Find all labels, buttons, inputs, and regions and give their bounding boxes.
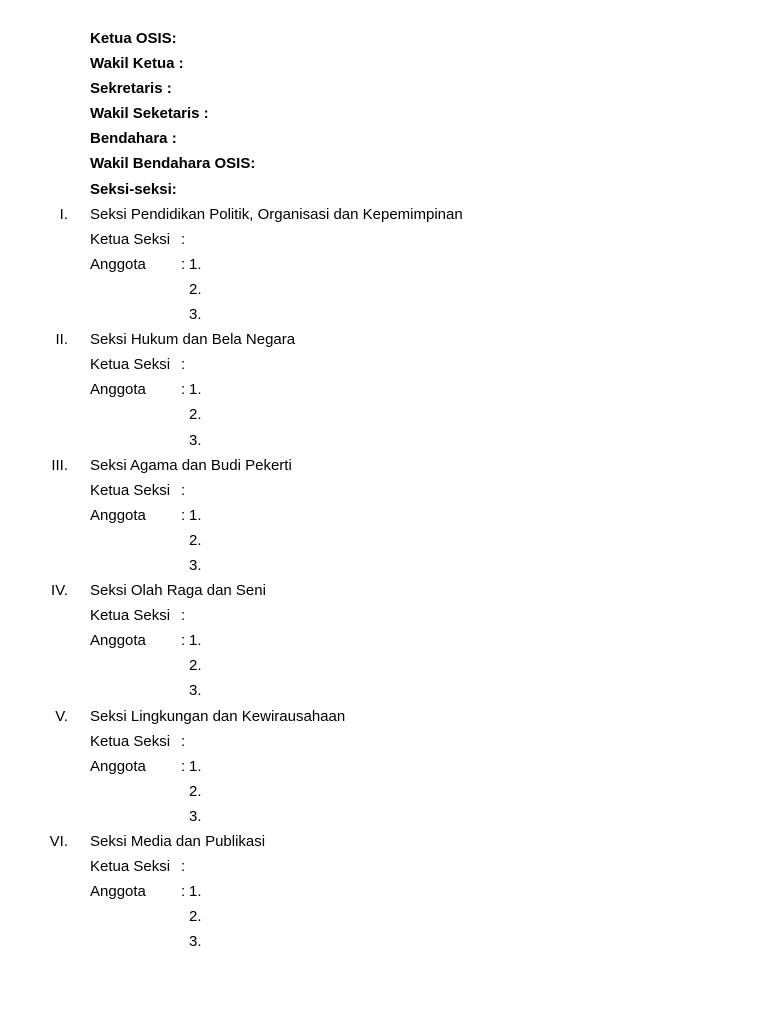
ketua-seksi-line [0,856,768,881]
anggota-number-2: 2. [189,657,202,675]
seksi-roman-numeral: V. [55,707,68,725]
seksi-block [0,706,768,831]
ketua-osis-label: Ketua OSIS: [90,30,177,47]
sekretaris-line [0,78,768,103]
anggota-line [0,630,768,655]
anggota-number-1: 1. [189,883,202,901]
anggota-line [0,505,768,530]
anggota-number-3: 3. [189,933,202,951]
ketua-seksi-label: Ketua Seksi [90,607,171,625]
anggota-line [0,254,768,279]
ketua-seksi-colon: : [181,230,186,248]
sekretaris-label: Sekretaris : [90,80,172,98]
anggota-number-2: 2. [189,280,202,298]
ketua-seksi-label: Ketua Seksi [90,858,171,876]
anggota-number-2: 2. [189,908,202,926]
ketua-seksi-colon: : [181,732,186,750]
anggota-number-1: 1. [189,381,202,399]
anggota-line [0,655,768,680]
seksi-title-line [0,455,768,480]
anggota-line [0,430,768,455]
anggota-number-3: 3. [189,807,202,825]
seksi-roman-numeral: IV. [51,582,68,600]
seksi-block [0,455,768,580]
ketua-seksi-line [0,480,768,505]
seksi-seksi-line [0,179,768,204]
seksi-title-line [0,204,768,229]
anggota-line [0,530,768,555]
anggota-line [0,404,768,429]
anggota-colon: : [181,883,186,901]
ketua-seksi-colon: : [181,607,186,625]
seksi-roman-numeral: VI. [49,833,68,850]
ketua-seksi-label: Ketua Seksi [90,230,171,248]
anggota-line [0,680,768,705]
seksi-title: Seksi Lingkungan dan Kewirausahaan [90,707,346,725]
anggota-number-3: 3. [189,306,202,324]
anggota-label: Anggota [90,506,146,524]
anggota-line [0,906,768,931]
ketua-seksi-line [0,229,768,254]
anggota-label: Anggota [90,632,146,650]
anggota-colon: : [181,506,186,524]
ketua-seksi-line [0,354,768,379]
ketua-seksi-line [0,605,768,630]
seksi-block [0,831,768,956]
wakil-sekretaris-label: Wakil Seketaris : [90,105,209,123]
anggota-line [0,279,768,304]
seksi-block [0,580,768,705]
wakil-bendahara-label: Wakil Bendahara OSIS: [90,155,256,173]
wakil-ketua-label: Wakil Ketua : [90,55,184,73]
wakil-bendahara-line [0,153,768,178]
seksi-title: Seksi Agama dan Budi Pekerti [90,456,292,474]
anggota-number-1: 1. [189,506,202,524]
anggota-line [0,555,768,580]
anggota-number-2: 2. [189,531,202,549]
anggota-number-3: 3. [189,682,202,700]
ketua-seksi-line [0,731,768,756]
bendahara-label: Bendahara : [90,130,177,148]
anggota-number-1: 1. [189,632,202,650]
seksi-title-line [0,706,768,731]
anggota-number-3: 3. [189,431,202,449]
anggota-number-3: 3. [189,556,202,574]
anggota-line [0,756,768,781]
ketua-seksi-label: Ketua Seksi [90,481,171,499]
anggota-line [0,379,768,404]
anggota-number-2: 2. [189,782,202,800]
anggota-label: Anggota [90,381,146,399]
seksi-block [0,329,768,454]
anggota-colon: : [181,381,186,399]
anggota-colon: : [181,255,186,273]
ketua-seksi-colon: : [181,481,186,499]
anggota-number-1: 1. [189,255,202,273]
document-page [0,28,768,956]
anggota-label: Anggota [90,757,146,775]
wakil-ketua-line [0,53,768,78]
bendahara-line [0,128,768,153]
anggota-colon: : [181,757,186,775]
anggota-colon: : [181,632,186,650]
anggota-number-2: 2. [189,406,202,424]
ketua-seksi-colon: : [181,356,186,374]
ketua-seksi-label: Ketua Seksi [90,732,171,750]
anggota-line [0,806,768,831]
anggota-line [0,781,768,806]
seksi-title-line [0,580,768,605]
seksi-title: Seksi Olah Raga dan Seni [90,582,266,600]
seksi-title-line [0,329,768,354]
anggota-label: Anggota [90,255,146,273]
anggota-line [0,304,768,329]
seksi-roman-numeral: III. [51,456,68,474]
ketua-seksi-colon: : [181,858,186,876]
ketua-osis-line [0,28,768,53]
seksi-title: Seksi Pendidikan Politik, Organisasi dan Kepemimpinan [90,205,463,223]
seksi-title: Seksi Hukum dan Bela Negara [90,331,296,349]
seksi-title: Seksi Media dan Publikasi [90,833,266,850]
seksi-seksi-heading: Seksi-seksi: [90,180,177,198]
wakil-sekretaris-line [0,103,768,128]
seksi-roman-numeral: I. [59,205,68,223]
anggota-line [0,931,768,956]
seksi-title-line [0,831,768,856]
seksi-block [0,204,768,329]
anggota-label: Anggota [90,883,146,901]
anggota-line [0,881,768,906]
ketua-seksi-label: Ketua Seksi [90,356,171,374]
seksi-roman-numeral: II. [55,331,68,349]
anggota-number-1: 1. [189,757,202,775]
